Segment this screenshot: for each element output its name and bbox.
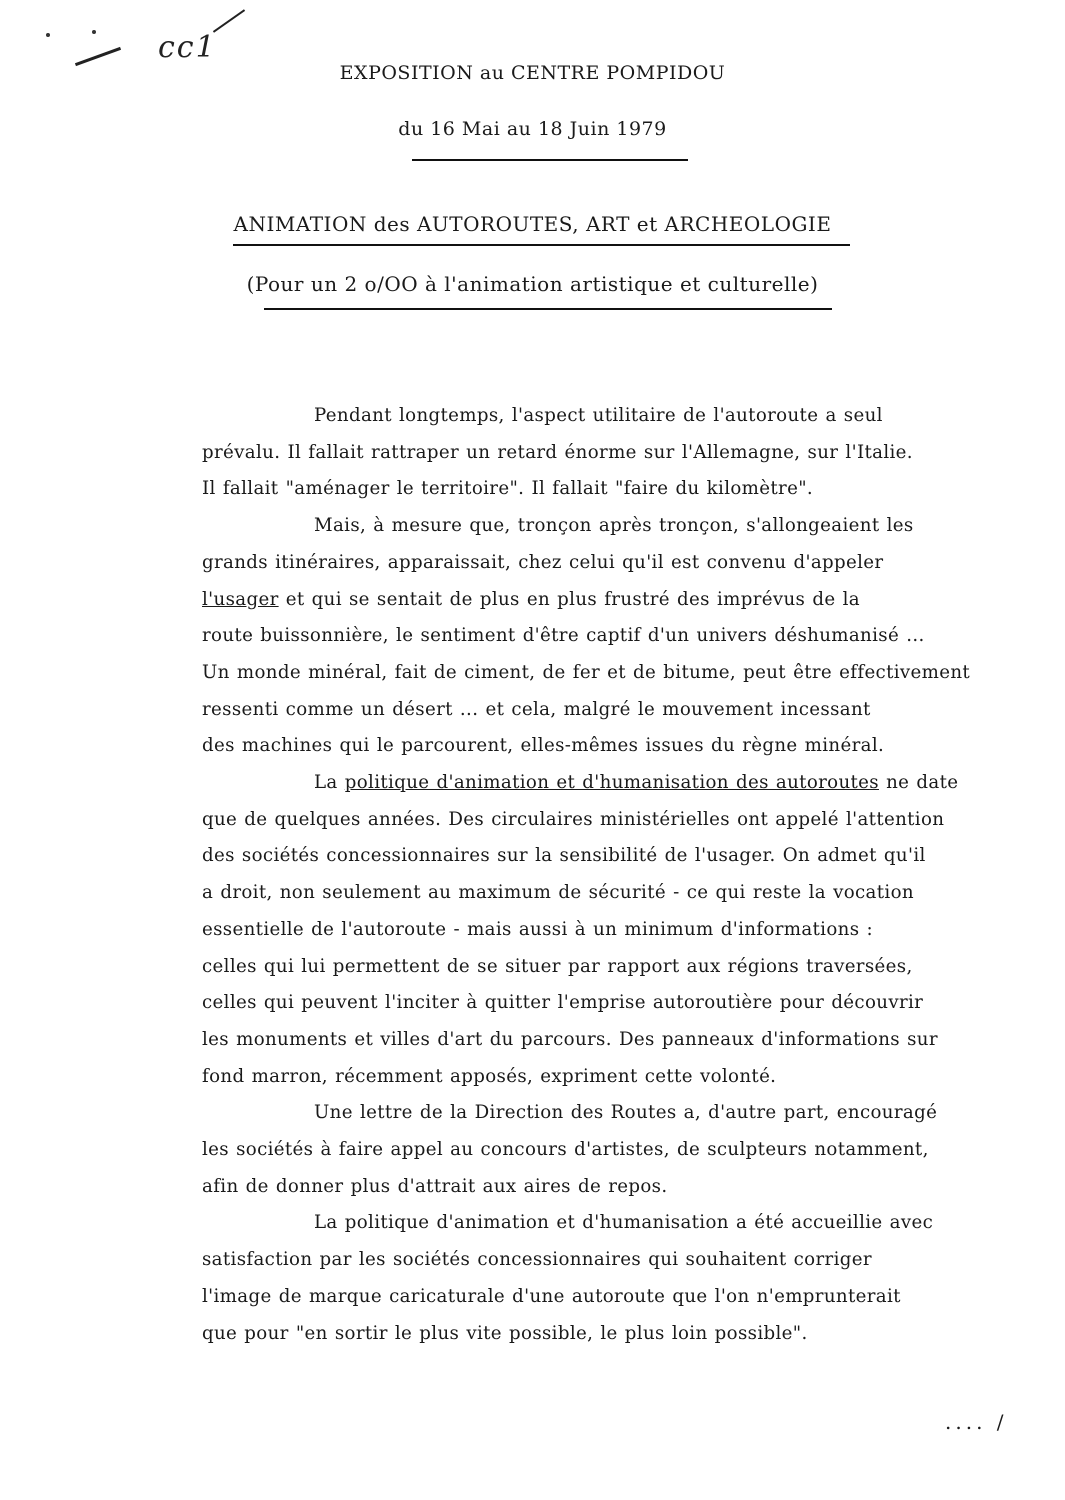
document-title: EXPOSITION au CENTRE POMPIDOU xyxy=(339,62,726,84)
text-line xyxy=(202,765,1047,802)
text-line: afin de donner plus d'attrait aux aires de repos. xyxy=(202,1175,668,1197)
text-line: fond marron, récemment apposés, expriment cette volonté. xyxy=(202,1065,777,1087)
text-line: les monuments et villes d'art du parcours. Des panneaux d'informations sur xyxy=(202,1028,938,1050)
text-line: Mais, à mesure que, tronçon après tronçon, s'allongeaient les xyxy=(314,515,914,537)
text-line: Une lettre de la Direction des Routes a, d'autre part, encouragé xyxy=(314,1102,938,1124)
divider xyxy=(412,159,688,161)
section-heading: ANIMATION des AUTOROUTES, ART et ARCHEOLOGIE xyxy=(233,212,832,236)
text-line: que de quelques années. Des circulaires ministérielles ont appelé l'attention xyxy=(202,808,945,830)
ink-dot xyxy=(92,30,96,34)
divider xyxy=(264,308,832,310)
handwritten-stroke xyxy=(213,9,245,32)
text-segment: ne date xyxy=(878,772,959,794)
text-line: Il fallait "aménager le territoire". Il fallait "faire du kilomètre". xyxy=(202,478,814,500)
text-line: Un monde minéral, fait de ciment, de fer et de bitume, peut être effectivement xyxy=(202,661,971,683)
page-continuation-mark: .... / xyxy=(945,1410,1008,1434)
text-line: des sociétés concessionnaires sur la sensibilité de l'usager. On admet qu'il xyxy=(202,845,926,867)
text-line: celles qui lui permettent de se situer par rapport aux régions traversées, xyxy=(202,955,913,977)
text-line: celles qui peuvent l'inciter à quitter l'emprise autoroutière pour découvrir xyxy=(202,992,924,1014)
text-line: a droit, non seulement au maximum de sécurité - ce qui reste la vocation xyxy=(202,882,914,904)
text-line: des machines qui le parcourent, elles-mêmes issues du règne minéral. xyxy=(202,735,885,757)
text-line: que pour "en sortir le plus vite possible, le plus loin possible". xyxy=(202,1322,808,1344)
section-subtitle: (Pour un 2 o/OO à l'animation artistique et culturelle) xyxy=(246,272,819,296)
text-line: l'image de marque caricaturale d'une autoroute que l'on n'emprunterait xyxy=(202,1285,901,1307)
ink-dot xyxy=(46,33,50,37)
text-line: grands itinéraires, apparaissait, chez celui qu'il est convenu d'appeler xyxy=(202,551,884,573)
text-line xyxy=(202,582,1047,619)
text-line: les sociétés à faire appel au concours d'artistes, de sculpteurs notamment, xyxy=(202,1139,929,1161)
body-text xyxy=(202,398,1047,1352)
text-line: satisfaction par les sociétés concessionnaires qui souhaitent corriger xyxy=(202,1249,872,1271)
text-segment: et qui se sentait de plus en plus frustré des imprévus de la xyxy=(278,588,860,610)
underlined-term: l'usager xyxy=(202,588,279,610)
handwritten-annotation: cc1 xyxy=(158,30,217,65)
divider xyxy=(233,244,850,246)
text-line: Pendant longtemps, l'aspect utilitaire de l'autoroute a seul xyxy=(314,405,883,426)
text-line: La politique d'animation et d'humanisation a été accueillie avec xyxy=(314,1212,934,1234)
text-line: ressenti comme un désert ... et cela, malgré le mouvement incessant xyxy=(202,698,871,720)
text-segment: La xyxy=(314,772,345,794)
text-line: route buissonnière, le sentiment d'être captif d'un univers déshumanisé ... xyxy=(202,625,925,647)
underlined-phrase: politique d'animation et d'humanisation des autoroutes xyxy=(344,772,879,794)
exhibition-dates: du 16 Mai au 18 Juin 1979 xyxy=(398,118,667,140)
text-line: prévalu. Il fallait rattraper un retard énorme sur l'Allemagne, sur l'Italie. xyxy=(202,441,913,463)
text-line: essentielle de l'autoroute - mais aussi à un minimum d'informations : xyxy=(202,918,874,940)
